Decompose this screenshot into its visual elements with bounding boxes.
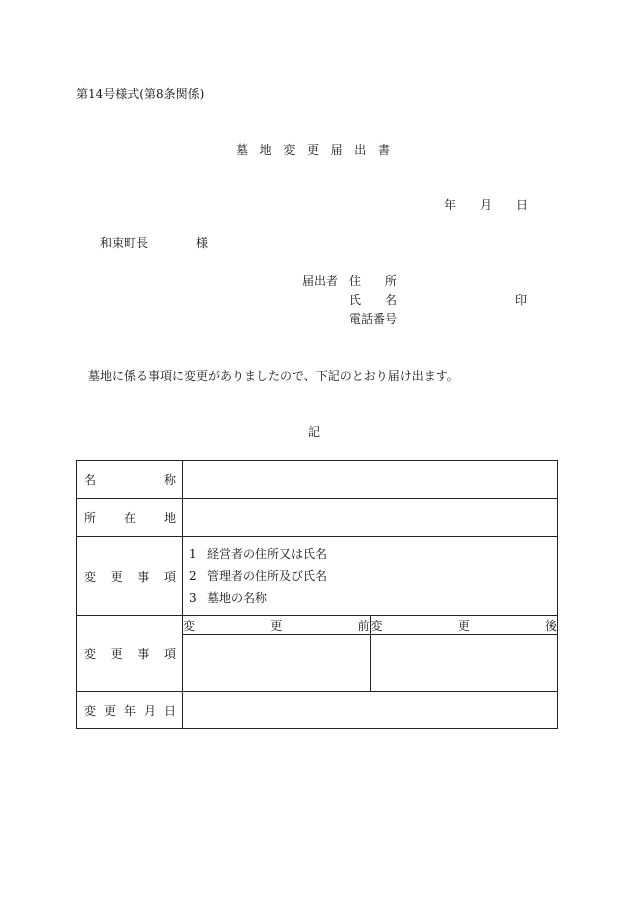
row-change-details <box>77 616 558 692</box>
location-label: 所 在 地 <box>84 511 176 525</box>
change-details-label: 変 更 事 項 <box>84 647 176 661</box>
seal-mark: 印 <box>515 293 528 307</box>
location-field[interactable] <box>183 499 558 537</box>
form-number: 第14号様式(第8条関係) <box>76 87 205 101</box>
document-title: 墓 地 変 更 届 出 書 <box>236 143 390 157</box>
row-change-items <box>77 537 558 616</box>
row-location <box>77 499 558 537</box>
body-text: 墓地に係る事項に変更がありましたので、下記のとおり届け出ます。 <box>88 369 459 383</box>
date-month: 月 <box>480 198 493 212</box>
before-after-table <box>183 616 557 691</box>
change-options <box>183 537 558 616</box>
change-date-label: 変 更 年 月 日 <box>84 703 176 718</box>
row-change-date <box>77 692 558 729</box>
addressee-mayor: 和束町長 <box>100 236 149 250</box>
applicant-label: 届出者 <box>302 274 339 288</box>
change-form-table <box>76 460 558 729</box>
ki-heading: 記 <box>308 425 321 439</box>
before-field[interactable] <box>183 635 370 692</box>
applicant-name-label: 氏 名 <box>349 293 397 307</box>
date-day: 日 <box>516 198 529 212</box>
name-field[interactable] <box>183 461 558 499</box>
date-year: 年 <box>444 198 457 212</box>
change-option[interactable]: 1 経営者の住所又は氏名 <box>189 547 328 561</box>
change-items-label: 変 更 事 項 <box>84 569 176 584</box>
applicant-address-label: 住 所 <box>349 274 397 288</box>
change-option[interactable]: 3 墓地の名称 <box>189 591 268 605</box>
before-header: 変 更 前 <box>183 618 370 633</box>
name-label: 名 称 <box>84 473 176 487</box>
after-header: 変 更 後 <box>370 618 557 633</box>
addressee-honorific: 様 <box>196 236 209 250</box>
after-field[interactable] <box>370 635 557 692</box>
row-name <box>77 461 558 499</box>
change-option[interactable]: 2 管理者の住所及び氏名 <box>189 569 328 583</box>
applicant-phone-label: 電話番号 <box>349 312 398 326</box>
change-date-field[interactable] <box>183 692 558 729</box>
